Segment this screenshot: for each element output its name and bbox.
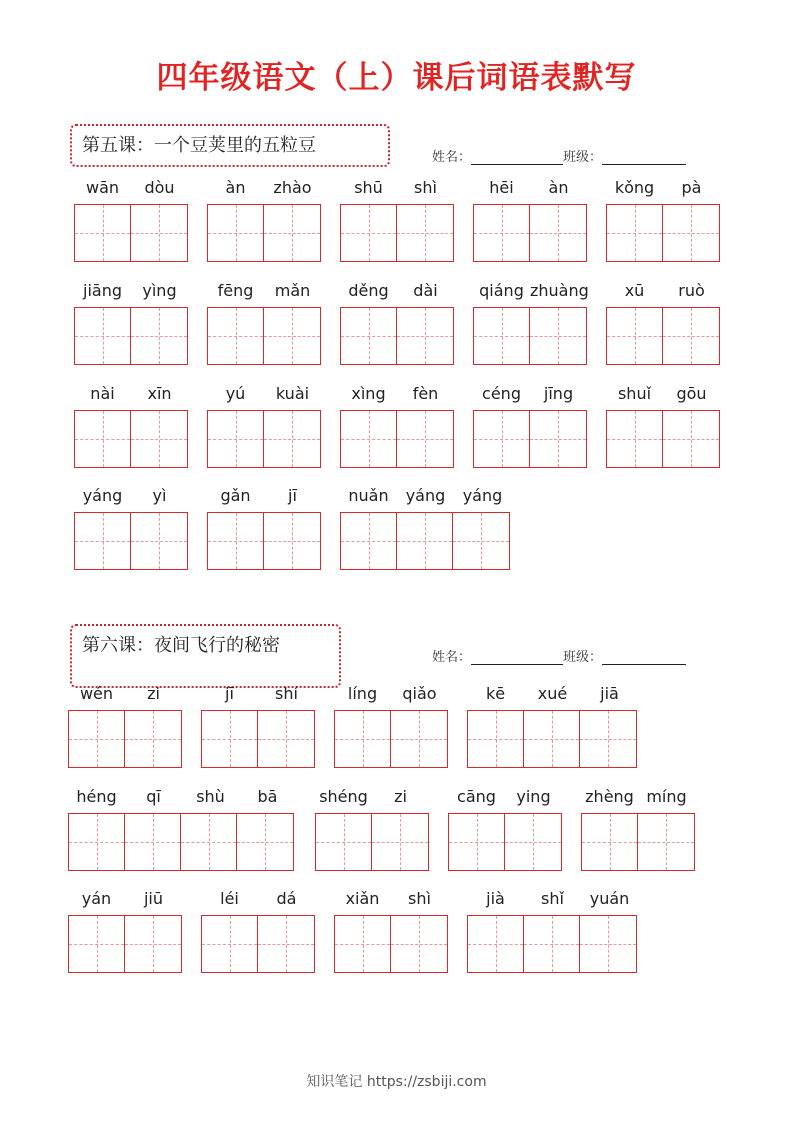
pinyin-syllable: ying [516,787,551,806]
word-item [473,178,587,262]
pinyin-syllable: dòu [144,178,175,197]
pinyin-row [606,384,720,408]
pinyin-syllable: zhuàng [530,281,589,300]
tianzige-cell[interactable] [580,916,636,972]
tianzige-cell[interactable] [202,916,258,972]
tianzige-cell[interactable] [75,308,131,364]
pinyin-row [467,889,638,913]
tianzige-cell[interactable] [397,411,453,467]
writing-boxes [68,813,294,871]
tianzige-cell[interactable] [474,411,530,467]
pinyin-syllable: àn [225,178,246,197]
pinyin-row [334,889,448,913]
pinyin-syllable: shéng [319,787,368,806]
pinyin-row [74,384,188,408]
tianzige-cell[interactable] [264,513,320,569]
writing-boxes [334,710,448,768]
word-item [68,684,182,768]
class-blank[interactable] [602,652,686,665]
tianzige-cell[interactable] [453,513,509,569]
pinyin-syllable: àn [548,178,569,197]
tianzige-cell[interactable] [607,308,663,364]
writing-boxes [467,710,637,768]
pinyin-syllable: shì [408,889,431,908]
lesson-section-6 [0,624,793,1094]
pinyin-syllable: fèn [412,384,439,403]
writing-boxes [340,307,454,365]
pinyin-syllable: shì [414,178,437,197]
tianzige-cell[interactable] [131,411,187,467]
writing-boxes [74,512,188,570]
word-item [207,486,321,570]
word-item [340,178,454,262]
writing-boxes [201,915,315,973]
pinyin-row [201,684,315,708]
word-item [74,384,188,468]
word-item [315,787,429,871]
tianzige-cell[interactable] [258,711,314,767]
tianzige-cell[interactable] [125,814,181,870]
writing-boxes [74,307,188,365]
writing-boxes [207,204,321,262]
pinyin-syllable: nài [90,384,115,403]
pinyin-syllable: yán [81,889,112,908]
writing-boxes [74,410,188,468]
pinyin-syllable: jī [225,684,234,703]
pinyin-syllable: děng [348,281,389,300]
pinyin-syllable: líng [347,684,378,703]
writing-boxes [340,512,510,570]
writing-boxes [473,204,587,262]
tianzige-cell[interactable] [341,411,397,467]
tianzige-cell[interactable] [468,711,524,767]
word-item [340,486,511,570]
pinyin-row [74,486,188,510]
pinyin-syllable: jī [288,486,297,505]
word-item [473,384,587,468]
tianzige-cell[interactable] [638,814,694,870]
tianzige-cell[interactable] [264,411,320,467]
writing-boxes [340,204,454,262]
tianzige-cell[interactable] [264,308,320,364]
tianzige-cell[interactable] [663,411,719,467]
pinyin-syllable: shǐ [541,889,564,908]
tianzige-cell[interactable] [524,916,580,972]
word-item [74,178,188,262]
tianzige-cell[interactable] [372,814,428,870]
pinyin-syllable: yuán [589,889,630,908]
word-item [581,787,695,871]
name-blank[interactable] [471,152,563,165]
pinyin-syllable: qī [146,787,161,806]
tianzige-cell[interactable] [530,308,586,364]
class-blank[interactable] [602,152,686,165]
lesson-section-5 [0,124,793,594]
tianzige-cell[interactable] [131,205,187,261]
tianzige-cell[interactable] [607,205,663,261]
pinyin-syllable: xiǎn [345,889,380,908]
tianzige-cell[interactable] [202,711,258,767]
pinyin-row [340,281,454,305]
pinyin-syllable: dá [276,889,297,908]
pinyin-syllable: kuài [275,384,310,403]
pinyin-syllable: yìng [142,281,177,300]
tianzige-cell[interactable] [474,308,530,364]
pinyin-syllable: shí [275,684,298,703]
pinyin-row [201,889,315,913]
word-item [340,281,454,365]
tianzige-cell[interactable] [69,814,125,870]
pinyin-syllable: shū [354,178,383,197]
pinyin-row [340,486,511,510]
tianzige-cell[interactable] [75,513,131,569]
pinyin-row [68,684,182,708]
tianzige-cell[interactable] [335,916,391,972]
pinyin-row [315,787,429,811]
pinyin-syllable: yáng [462,486,503,505]
pinyin-row [606,178,720,202]
class-label: 班级： [563,150,603,165]
tianzige-cell[interactable] [237,814,293,870]
tianzige-cell[interactable] [449,814,505,870]
tianzige-cell[interactable] [607,411,663,467]
name-blank[interactable] [471,652,563,665]
pinyin-syllable: zhèng [585,787,634,806]
word-item [68,787,296,871]
pinyin-row [473,281,587,305]
pinyin-syllable: héng [76,787,117,806]
tianzige-cell[interactable] [125,916,181,972]
pinyin-row [68,889,182,913]
tianzige-cell[interactable] [582,814,638,870]
pinyin-syllable: léi [220,889,239,908]
pinyin-syllable: xīn [147,384,172,403]
word-item [201,684,315,768]
pinyin-syllable: kē [485,684,506,703]
pinyin-syllable: bā [257,787,278,806]
tianzige-cell[interactable] [69,916,125,972]
pinyin-syllable: míng [646,787,687,806]
writing-boxes [207,410,321,468]
tianzige-cell[interactable] [125,711,181,767]
tianzige-cell[interactable] [468,916,524,972]
name-label: 姓名： [432,150,472,165]
tianzige-cell[interactable] [208,513,264,569]
word-item [207,178,321,262]
pinyin-syllable: pà [681,178,702,197]
class-label: 班级： [563,650,603,665]
writing-boxes [207,307,321,365]
tianzige-cell[interactable] [530,411,586,467]
word-item [467,684,638,768]
pinyin-syllable: jià [486,889,505,908]
writing-boxes [606,307,720,365]
word-item [74,281,188,365]
writing-boxes [581,813,695,871]
pinyin-row [207,281,321,305]
pinyin-row [581,787,695,811]
pinyin-syllable: xué [537,684,568,703]
tianzige-cell[interactable] [397,308,453,364]
pinyin-syllable: wān [85,178,120,197]
tianzige-cell[interactable] [474,205,530,261]
tianzige-cell[interactable] [505,814,561,870]
pinyin-row [74,178,188,202]
pinyin-syllable: jiā [600,684,619,703]
pinyin-syllable: gǎn [220,486,251,505]
tianzige-cell[interactable] [341,513,397,569]
pinyin-row [473,384,587,408]
tianzige-cell[interactable] [335,711,391,767]
tianzige-cell[interactable] [341,205,397,261]
word-item [448,787,562,871]
pinyin-syllable: wén [79,684,114,703]
writing-boxes [315,813,429,871]
tianzige-cell[interactable] [391,916,447,972]
writing-boxes [334,915,448,973]
tianzige-cell[interactable] [341,308,397,364]
writing-boxes [201,710,315,768]
pinyin-syllable: gōu [676,384,707,403]
pinyin-syllable: zi [394,787,407,806]
pinyin-syllable: ruò [678,281,705,300]
tianzige-cell[interactable] [208,411,264,467]
pinyin-row [473,178,587,202]
pinyin-syllable: céng [482,384,521,403]
pinyin-row [467,684,638,708]
pinyin-syllable: yáng [405,486,446,505]
pinyin-syllable: xū [624,281,645,300]
tianzige-cell[interactable] [397,205,453,261]
writing-boxes [473,410,587,468]
tianzige-cell[interactable] [181,814,237,870]
word-item [207,281,321,365]
word-item [606,384,720,468]
writing-boxes [340,410,454,468]
pinyin-syllable: qiǎo [402,684,437,703]
pinyin-syllable: yú [225,384,246,403]
word-item [74,486,188,570]
tianzige-cell[interactable] [391,711,447,767]
pinyin-row [207,486,321,510]
name-class-line [432,646,686,665]
pinyin-syllable: mǎn [274,281,311,300]
pinyin-syllable: kǒng [614,178,655,197]
tianzige-cell[interactable] [75,205,131,261]
pinyin-row [207,178,321,202]
tianzige-cell[interactable] [264,205,320,261]
tianzige-cell[interactable] [580,711,636,767]
pinyin-syllable: yì [152,486,167,505]
pinyin-row [448,787,562,811]
tianzige-cell[interactable] [69,711,125,767]
pinyin-syllable: xìng [351,384,386,403]
tianzige-cell[interactable] [258,916,314,972]
tianzige-cell[interactable] [75,411,131,467]
writing-boxes [467,915,637,973]
pinyin-row [606,281,720,305]
pinyin-row [74,281,188,305]
pinyin-syllable: dài [413,281,438,300]
pinyin-syllable: hēi [489,178,514,197]
pinyin-syllable: shù [196,787,225,806]
pinyin-syllable: jiāng [83,281,122,300]
pinyin-syllable: qiáng [479,281,524,300]
tianzige-cell[interactable] [663,205,719,261]
tianzige-cell[interactable] [316,814,372,870]
pinyin-syllable: cāng [457,787,496,806]
pinyin-syllable: yáng [82,486,123,505]
name-class-line [432,146,686,165]
footer-source: 知识笔记 https://zsbiji.com [306,1074,487,1090]
pinyin-row [340,178,454,202]
writing-boxes [448,813,562,871]
tianzige-cell[interactable] [530,205,586,261]
word-item [473,281,587,365]
pinyin-syllable: shuǐ [617,384,652,403]
writing-boxes [606,410,720,468]
word-item [334,889,448,973]
tianzige-cell[interactable] [524,711,580,767]
name-label: 姓名： [432,650,472,665]
writing-boxes [207,512,321,570]
lesson-heading: 第五课：一个豆荚里的五粒豆 [70,124,390,167]
word-item [207,384,321,468]
pinyin-syllable: nuǎn [348,486,389,505]
word-item [334,684,448,768]
writing-boxes [606,204,720,262]
tianzige-cell[interactable] [131,513,187,569]
pinyin-syllable: zi [147,684,160,703]
word-item [467,889,638,973]
tianzige-cell[interactable] [208,205,264,261]
writing-boxes [74,204,188,262]
lesson-heading: 第六课：夜间飞行的秘密 [70,624,341,688]
writing-boxes [68,710,182,768]
word-item [606,178,720,262]
pinyin-syllable: zhào [273,178,312,197]
page-title: 四年级语文（上）课后词语表默写 [156,60,637,96]
word-item [68,889,182,973]
pinyin-row [207,384,321,408]
tianzige-cell[interactable] [131,308,187,364]
pinyin-row [68,787,296,811]
pinyin-row [334,684,448,708]
writing-boxes [473,307,587,365]
writing-boxes [68,915,182,973]
tianzige-cell[interactable] [397,513,453,569]
pinyin-row [340,384,454,408]
pinyin-syllable: jiū [143,889,164,908]
pinyin-syllable: fēng [217,281,254,300]
tianzige-cell[interactable] [208,308,264,364]
pinyin-syllable: jīng [543,384,574,403]
word-item [340,384,454,468]
word-item [606,281,720,365]
word-item [201,889,315,973]
tianzige-cell[interactable] [663,308,719,364]
